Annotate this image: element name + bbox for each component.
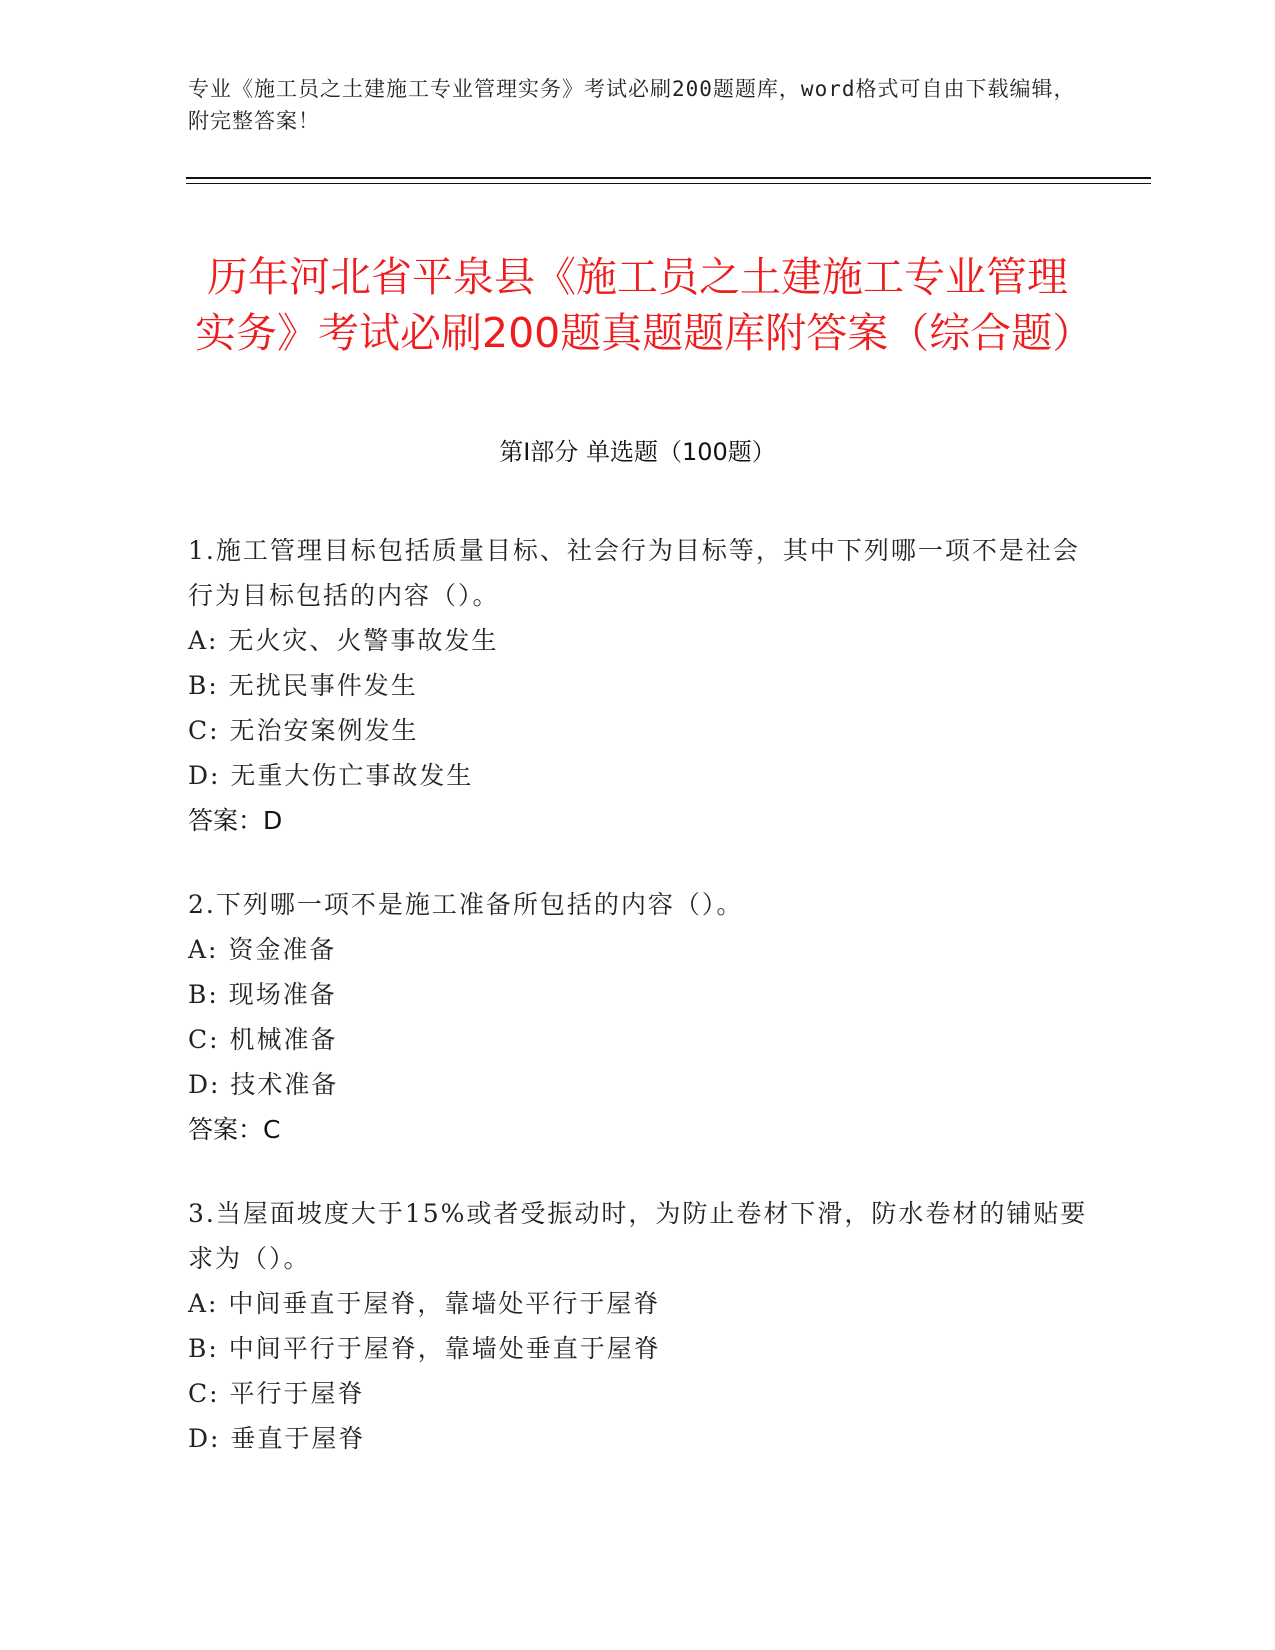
option-c: C: 机械准备 — [188, 1025, 338, 1054]
question-1 — [188, 528, 1088, 843]
answer: 答案：D — [188, 806, 283, 835]
option-b: B: 现场准备 — [188, 980, 337, 1009]
option-c: C: 无治安案例发生 — [188, 716, 419, 745]
question-stem: 3.当屋面坡度大于15%或者受振动时，为防止卷材下滑，防水卷材的铺贴要求为（）。 — [188, 1199, 1088, 1273]
option-a: A: 无火灾、火警事故发生 — [188, 626, 499, 655]
header-note: 专业《施工员之土建施工专业管理实务》考试必刷200题题库，word格式可自由下载编辑，附完整答案！ — [188, 77, 1076, 133]
option-d: D: 无重大伤亡事故发生 — [188, 761, 474, 790]
option-d: D: 技术准备 — [188, 1070, 339, 1099]
option-c: C: 平行于屋脊 — [188, 1379, 365, 1408]
option-b: B: 中间平行于屋脊，靠墙处垂直于屋脊 — [188, 1334, 661, 1363]
document-title: 历年河北省平泉县《施工员之土建施工专业管理实务》考试必刷200题真题题库附答案（综合题） — [195, 253, 1094, 358]
header-divider-thin — [186, 183, 1151, 184]
question-stem: 2.下列哪一项不是施工准备所包括的内容（）。 — [188, 890, 744, 919]
question-stem: 1.施工管理目标包括质量目标、社会行为目标等，其中下列哪一项不是社会行为目标包括的内容（）。 — [188, 536, 1080, 610]
option-d: D: 垂直于屋脊 — [188, 1424, 366, 1453]
question-3 — [188, 1191, 1088, 1461]
question-list — [188, 528, 1088, 1500]
section-heading: 第Ⅰ部分 单选题（100题） — [499, 438, 776, 466]
question-2 — [188, 882, 1088, 1152]
option-a: A: 中间垂直于屋脊，靠墙处平行于屋脊 — [188, 1289, 661, 1318]
option-b: B: 无扰民事件发生 — [188, 671, 418, 700]
header-divider-thick — [186, 177, 1151, 179]
answer: 答案：C — [188, 1115, 281, 1144]
option-a: A: 资金准备 — [188, 935, 337, 964]
